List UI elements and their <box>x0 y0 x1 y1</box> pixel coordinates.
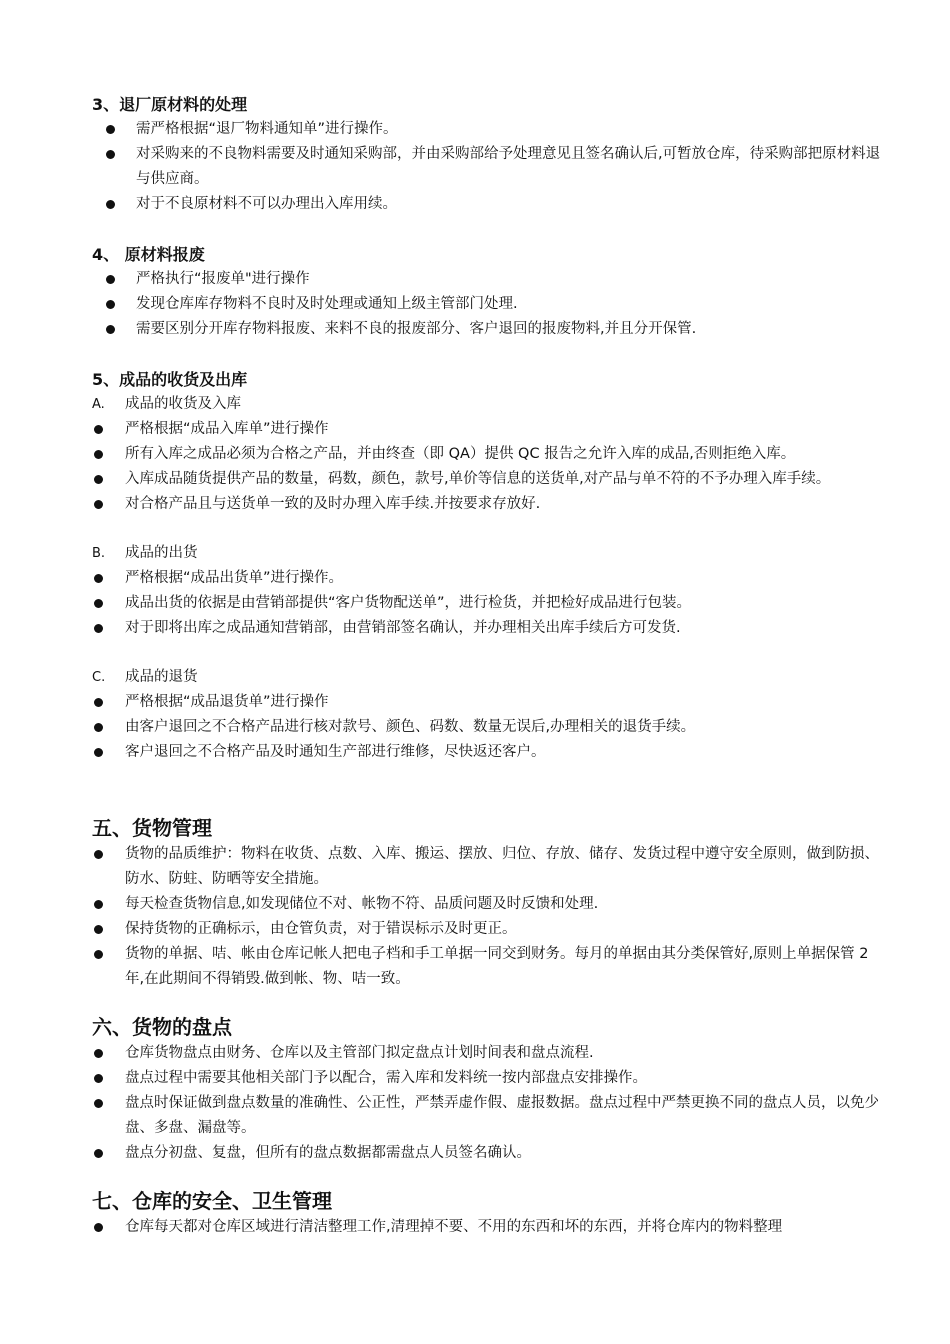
list-item: 仓库货物盘点由财务、仓库以及主管部门拟定盘点计划时间表和盘点流程. <box>125 1045 594 1061</box>
list-item: 所有入库之成品必须为合格之产品，并由终查（即 QA）提供 QC 报告之允许入库的成品,否则拒绝入库。 <box>125 446 796 462</box>
section-six <box>92 1013 892 1166</box>
section-seven-title: 七、仓库的安全、卫生管理 <box>92 1189 332 1213</box>
list-item: 盘点分初盘、复盘，但所有的盘点数据都需盘点人员签名确认。 <box>125 1145 531 1161</box>
list-item: 入库成品随货提供产品的数量，码数，颜色，款号,单价等信息的送货单,对产品与单不符的不予办理入库手续。 <box>125 471 831 487</box>
list-item: 保持货物的正确标示，由仓管负责，对于错误标示及时更正。 <box>125 921 517 937</box>
sub-heading-b: B. 成品的出货 <box>92 545 198 561</box>
sub-heading-a: A. 成品的收货及入库 <box>92 396 241 412</box>
list-item: 需要区别分开库存物料报废、来料不良的报废部分、客户退回的报废物料,并且分开保管. <box>136 321 697 337</box>
section-5-title: 5、成品的收货及出库 <box>92 370 248 389</box>
list-item: 对于不良原材料不可以办理出入库用续。 <box>136 196 397 212</box>
section-3 <box>92 93 892 217</box>
section-five <box>92 814 892 992</box>
list-item: 严格根据“成品出货单”进行操作。 <box>125 570 344 586</box>
list-item: 严格根据“成品入库单”进行操作 <box>125 421 329 437</box>
section-4 <box>92 243 892 342</box>
list-item: 盘点时保证做到盘点数量的准确性、公正性，严禁弄虚作假、虚报数据。盘点过程中严禁更换不同的盘点人员，以免少盘、多盘、漏盘等。 <box>125 1095 879 1136</box>
list-item: 发现仓库库存物料不良时及时处理或通知上级主管部门处理. <box>136 296 518 312</box>
section-3-title: 3、退厂原材料的处理 <box>92 95 248 114</box>
list-item: 每天检查货物信息,如发现储位不对、帐物不符、品质问题及时反馈和处理. <box>125 896 599 912</box>
list-item: 仓库每天都对仓库区域进行清洁整理工作,清理掉不要、不用的东西和坏的东西，并将仓库内的物料整理 <box>125 1219 783 1235</box>
list-item: 盘点过程中需要其他相关部门予以配合，需入库和发料统一按内部盘点安排操作。 <box>125 1070 647 1086</box>
list-item: 严格执行“报废单"进行操作 <box>136 271 310 287</box>
section-five-title: 五、货物管理 <box>92 816 212 840</box>
section-six-title: 六、货物的盘点 <box>92 1015 232 1039</box>
sub-heading-c: C. 成品的退货 <box>92 669 198 685</box>
list-item: 需严格根据“退厂物料通知单”进行操作。 <box>136 121 398 137</box>
list-item: 成品出货的依据是由营销部提供“客户货物配送单”，进行检货，并把检好成品进行包装。 <box>125 595 692 611</box>
list-item: 严格根据“成品退货单”进行操作 <box>125 694 329 710</box>
list-item: 货物的品质维护：物料在收货、点数、入库、搬运、摆放、归位、存放、储存、发货过程中遵守安全原则，做到防损、防水、防蛀、防晒等安全措施。 <box>125 846 879 887</box>
section-seven <box>92 1187 892 1240</box>
section-4-title: 4、 原材料报废 <box>92 245 205 264</box>
list-item: 客户退回之不合格产品及时通知生产部进行维修，尽快返还客户。 <box>125 744 546 760</box>
list-item: 货物的单据、咭、帐由仓库记帐人把电子档和手工单据一同交到财务。每月的单据由其分类保管好,原则上单据保管 2 年,在此期间不得销毁.做到帐、物、咭一致。 <box>125 946 869 987</box>
list-item: 由客户退回之不合格产品进行核对款号、颜色、码数、数量无误后,办理相关的退货手续。 <box>125 719 696 735</box>
list-item: 对于即将出库之成品通知营销部，由营销部签名确认，并办理相关出库手续后方可发货. <box>125 620 681 636</box>
list-item: 对合格产品且与送货单一致的及时办理入库手续.并按要求存放好. <box>125 496 541 512</box>
list-item: 对采购来的不良物料需要及时通知采购部，并由采购部给予处理意见且签名确认后,可暂放仓库，待采购部把原材料退与供应商。 <box>136 146 881 187</box>
section-5 <box>92 368 892 765</box>
